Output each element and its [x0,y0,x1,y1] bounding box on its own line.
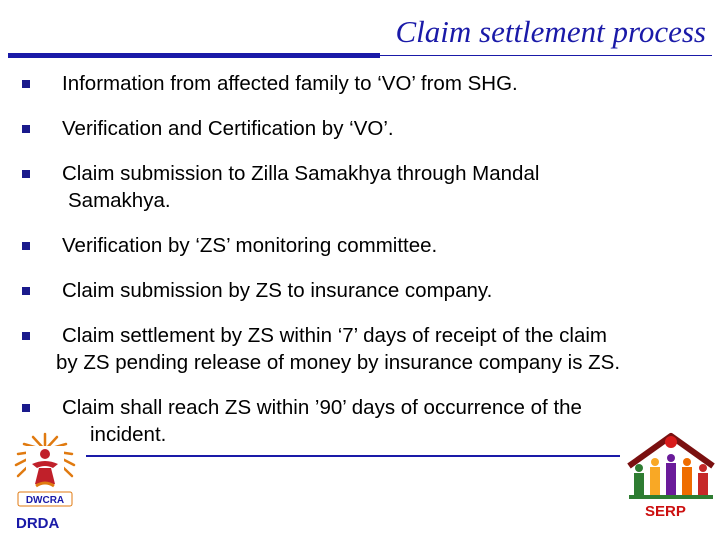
square-bullet-icon [22,80,30,88]
bullet-item [22,70,720,97]
square-bullet-icon [22,287,30,295]
title-underline-thick [8,53,380,58]
square-bullet-icon [22,332,30,340]
serp-house-icon [625,432,717,504]
bullet-item [22,160,720,214]
bullet-text-continuation: by ZS pending release of money by insurance company is ZS. [56,351,621,374]
bullet-text-continuation: incident. [90,423,167,446]
bullet-item [22,115,720,142]
bullet-text: Verification and Certification by ‘VO’. [62,117,394,140]
title-underline-thin [380,55,712,56]
bullet-item [22,394,720,448]
square-bullet-icon [22,404,30,412]
square-bullet-icon [22,125,30,133]
bullet-text: Verification by ‘ZS’ monitoring committee. [62,234,438,257]
bullet-item [22,232,720,259]
bullet-item [22,322,720,376]
bullet-text-continuation: Samakhya. [68,189,171,212]
square-bullet-icon [22,170,30,178]
serp-logo [625,432,717,538]
drda-caption: DRDA [16,515,60,532]
dwcra-emblem-icon [6,428,84,518]
bullet-text: Claim settlement by ZS within ‘7’ days of receipt of the claim [62,324,607,347]
bullet-text: Information from affected family to ‘VO’ from SHG. [62,72,518,95]
footer-rule [86,455,620,457]
drda-logo [6,428,84,538]
bullet-text: Claim submission to Zilla Samakhya through Mandal [62,162,540,185]
bullet-text: Claim submission by ZS to insurance company. [62,279,493,302]
bullet-text: Claim shall reach ZS within ’90’ days of occurrence of the [62,396,582,419]
bullet-list [22,70,720,466]
dwcra-badge-text: DWCRA [25,495,65,506]
serp-caption: SERP [645,503,686,520]
bullet-item [22,277,720,304]
square-bullet-icon [22,242,30,250]
slide-title: Claim settlement process [395,14,706,49]
